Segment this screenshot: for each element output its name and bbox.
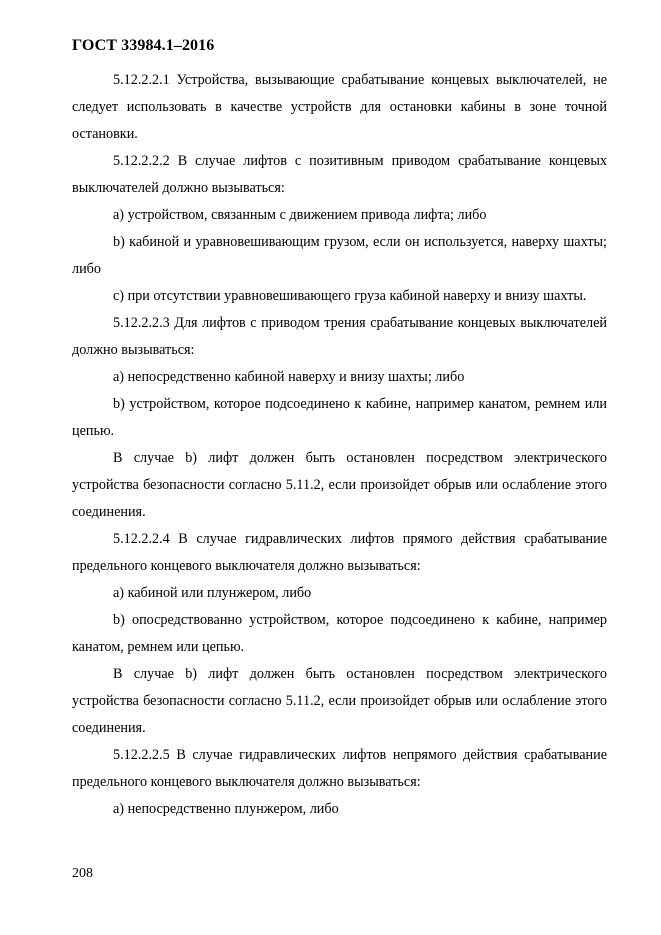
list-item-a: а) устройством, связанным с движением привода лифта; либо (113, 207, 487, 223)
list-item-c: с) при отсутствии уравновешивающего груза кабиной наверху и внизу шахты. (113, 288, 587, 304)
paragraph-5-12-2-2-4: 5.12.2.2.4 В случае гидравлических лифтов прямого действия срабатывание предельного концевого выключателя должно вызываться: (72, 531, 607, 574)
list-item-b: b) кабиной и уравновешивающим грузом, если он используется, наверху шахты; либо (72, 234, 607, 277)
document-header: ГОСТ 33984.1–2016 (72, 37, 215, 54)
case-b-note: В случае b) лифт должен быть остановлен посредством электрического устройства безопасности согласно 5.11.2, если произойдет обрыв или ослабление этого соединения. (72, 666, 607, 736)
case-b-note: В случае b) лифт должен быть остановлен посредством электрического устройства безопасности согласно 5.11.2, если произойдет обрыв или ослабление этого соединения. (72, 450, 607, 520)
list-item-a: а) непосредственно плунжером, либо (113, 801, 339, 817)
paragraph-5-12-2-2-1: 5.12.2.2.1 Устройства, вызывающие срабатывание концевых выключателей, не следует использовать в качестве устройств для остановки кабины в зоне точной остановки. (72, 72, 607, 142)
paragraph-5-12-2-2-3: 5.12.2.2.3 Для лифтов с приводом трения срабатывание концевых выключателей должно вызываться: (72, 315, 607, 358)
paragraph-5-12-2-2-5: 5.12.2.2.5 В случае гидравлических лифтов непрямого действия срабатывание предельного концевого выключателя должно вызываться: (72, 747, 607, 790)
document-body (72, 67, 607, 823)
list-item-a: а) кабиной или плунжером, либо (113, 585, 312, 601)
list-item-a: а) непосредственно кабиной наверху и внизу шахты; либо (113, 369, 465, 385)
paragraph-5-12-2-2-2: 5.12.2.2.2 В случае лифтов с позитивным приводом срабатывание концевых выключателей должно вызываться: (72, 153, 607, 196)
page-number: 208 (72, 866, 93, 881)
list-item-b: b) опосредствованно устройством, которое подсоединено к кабине, например канатом, ремнем или цепью. (72, 612, 607, 655)
list-item-b: b) устройством, которое подсоединено к кабине, например канатом, ремнем или цепью. (72, 396, 607, 439)
